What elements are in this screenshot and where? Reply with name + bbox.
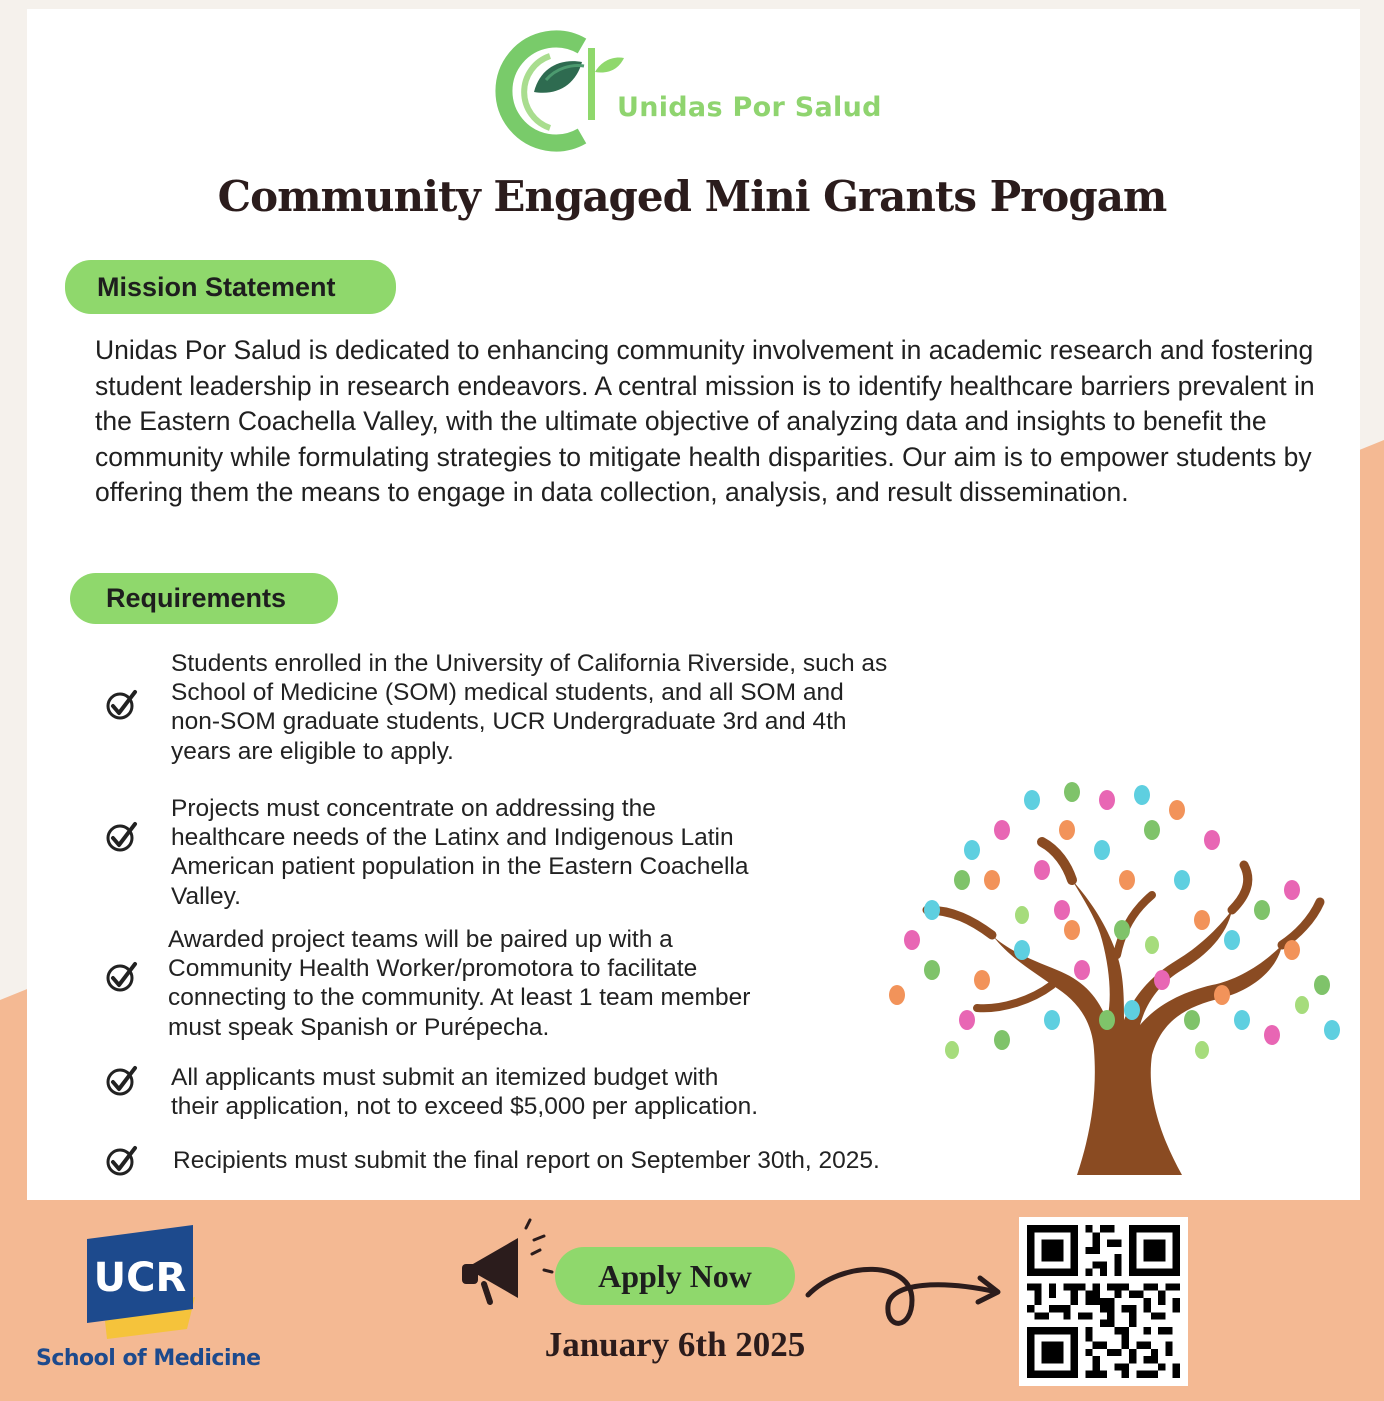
check-circle-icon xyxy=(104,960,138,994)
brand-name: Unidas Por Salud xyxy=(617,92,882,123)
ucr-school-of-medicine: School of Medicine xyxy=(36,1346,261,1371)
mission-heading-pill: Mission Statement xyxy=(65,260,396,314)
page-title: Community Engaged Mini Grants Progam xyxy=(217,172,1167,221)
check-circle-icon xyxy=(104,820,138,854)
megaphone-icon xyxy=(456,1210,556,1310)
apply-now-button[interactable]: Apply Now xyxy=(555,1247,795,1305)
unidas-por-salud-logo xyxy=(490,28,630,154)
requirement-text: Students enrolled in the University of California Riverside, such as School of Medicine (SOM) medical students, and all SOM and non-SOM graduate students, UCR Undergraduate 3rd and 4th years are eligible to apply. xyxy=(171,650,888,765)
apply-deadline-date: January 6th 2025 xyxy=(544,1325,806,1364)
requirement-text: Recipients must submit the final report on September 30th, 2025. xyxy=(173,1147,880,1174)
requirement-text: Awarded project teams will be paired up with a Community Health Worker/promotora to facilitate connecting to the community. At least 1 team member must speak Spanish or Purépecha. xyxy=(168,926,751,1041)
check-circle-icon xyxy=(104,688,138,722)
curly-arrow-icon xyxy=(802,1240,1007,1340)
qr-code-pattern xyxy=(1027,1225,1180,1378)
qr-code[interactable] xyxy=(1019,1217,1188,1386)
requirements-heading-pill: Requirements xyxy=(70,573,338,624)
check-circle-icon xyxy=(104,1144,138,1178)
handprint-tree-illustration xyxy=(872,770,1362,1180)
requirement-text: Projects must concentrate on addressing the healthcare needs of the Latinx and Indigenous Latin American patient population in the Eastern Coachella Valley. xyxy=(171,795,749,910)
check-circle-icon xyxy=(104,1064,138,1098)
requirement-text: All applicants must submit an itemized budget with their application, not to exceed $5,000 per application. xyxy=(171,1064,759,1121)
mission-statement: Unidas Por Salud is dedicated to enhancing community involvement in academic research and fostering student leadership in research endeavors. A central mission is to identify healthcare barriers prevalent in the Eastern Coachella Valley, with the ultimate objective of analyzing data and insights to benefit the community while formulating strategies to mitigate health disparities. Our aim is to empower students by offering them the means to engage in data collection, analysis, and result dissemination. xyxy=(95,335,1315,508)
ucr-logo xyxy=(87,1225,197,1343)
ucr-logo-text: UCR xyxy=(93,1255,187,1301)
